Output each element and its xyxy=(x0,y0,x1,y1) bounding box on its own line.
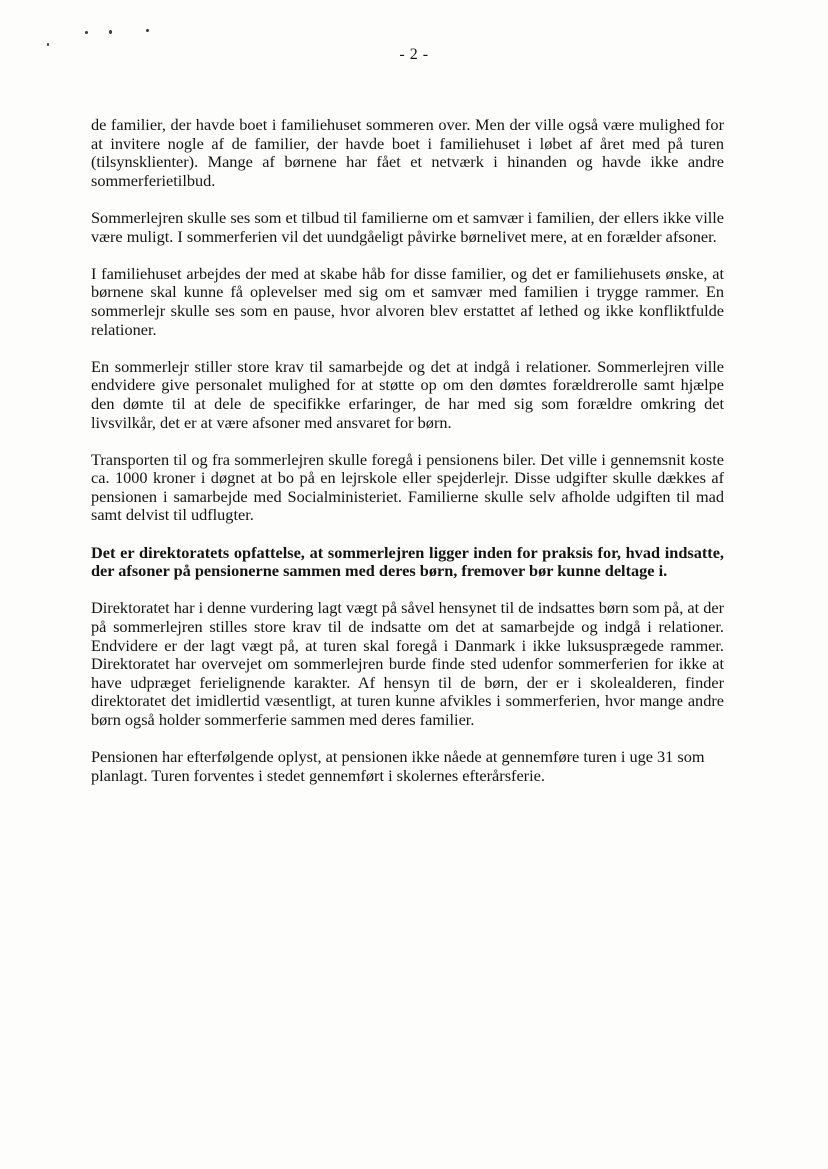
paragraph-8: Pensionen har efterfølgende oplyst, at pensionen ikke nåede at gennemføre turen i uge 31 som planlagt. Turen forventes i stedet gennemført i skolernes efterårsferie. xyxy=(91,747,705,785)
scan-speck xyxy=(109,30,112,34)
paragraph-6-conclusion: Det er direktoratets opfattelse, at sommerlejren ligger inden for praksis for, hvad indsatte, der afsoner på pensionerne sammen med deres børn, fremover bør kunne deltage i. xyxy=(91,542,724,581)
paragraph-5: Transporten til og fra sommerlejren skulle foregå i pensionens biler. Det ville i gennemsnit koste ca. 1000 kroner i døgnet at bo på en lejrskole eller spejderlejr. Disse udgifter skulle dækkes af pensionen i samarbejde med Socialministeriet. Familierne skulle selv afholde udgiften til mad samt delvist til udflugter. xyxy=(91,449,724,525)
paragraph-3: I familiehuset arbejdes der med at skabe håb for disse familier, og det er familiehusets ønske, at børnene skal kunne få oplevelser med sig om et samvær med familien i trygge rammer. En sommerlejr skulle ses som en pause, hvor alvoren blev erstattet af lethed og ikke konfliktfulde relationer. xyxy=(91,263,724,339)
body-text xyxy=(91,116,724,804)
page-number: - 2 - xyxy=(399,46,429,63)
paragraph-4: En sommerlejr stiller store krav til samarbejde og det at indgå i relationer. Sommerlejren ville endvidere give personalet mulighed for at støtte op om den dømtes forældrerolle samt hjælpe den dømte til at dele de specifikke erfaringer, de har med sig som forældre omkring det livsvilkår, det er at være afsoner med ansvaret for børn. xyxy=(91,356,724,432)
scan-speck xyxy=(146,29,149,32)
paragraph-1: de familier, der havde boet i familiehuset sommeren over. Men der ville også være mulighed for at invitere nogle af de familier, der havde boet i familiehuset i løbet af året med på turen (tilsynsklienter). Mange af børnene har fået et netværk i hinanden og havde ikke andre sommerferietilbud. xyxy=(91,115,724,190)
paragraph-7: Direktoratet har i denne vurdering lagt vægt på såvel hensynet til de indsattes børn som på, at der på sommerlejren stilles store krav til de indsatte om det at samarbejde og indgå i relationer. Endvidere er der lagt vægt på, at turen skal foregå i Danmark i ikke luksusprægede rammer. Direktoratet har overvejet om sommerlejren burde finde sted udenfor sommerferien for ikke at have udpræget ferielignende karakter. Af hensyn til de børn, der er i skolealderen, finder direktoratet det imidlertid væsentligt, at turen kunne afvikles i sommerferien, hvor mange andre børn også holder sommerferie sammen med deres familier. xyxy=(91,598,724,729)
scan-speck xyxy=(85,31,88,34)
paragraph-2: Sommerlejren skulle ses som et tilbud til familierne om et samvær i familien, der ellers ikke ville være muligt. I sommerferien vil det uundgåeligt påvirke børnelivet mere, at en forælder afsoner. xyxy=(91,207,724,246)
